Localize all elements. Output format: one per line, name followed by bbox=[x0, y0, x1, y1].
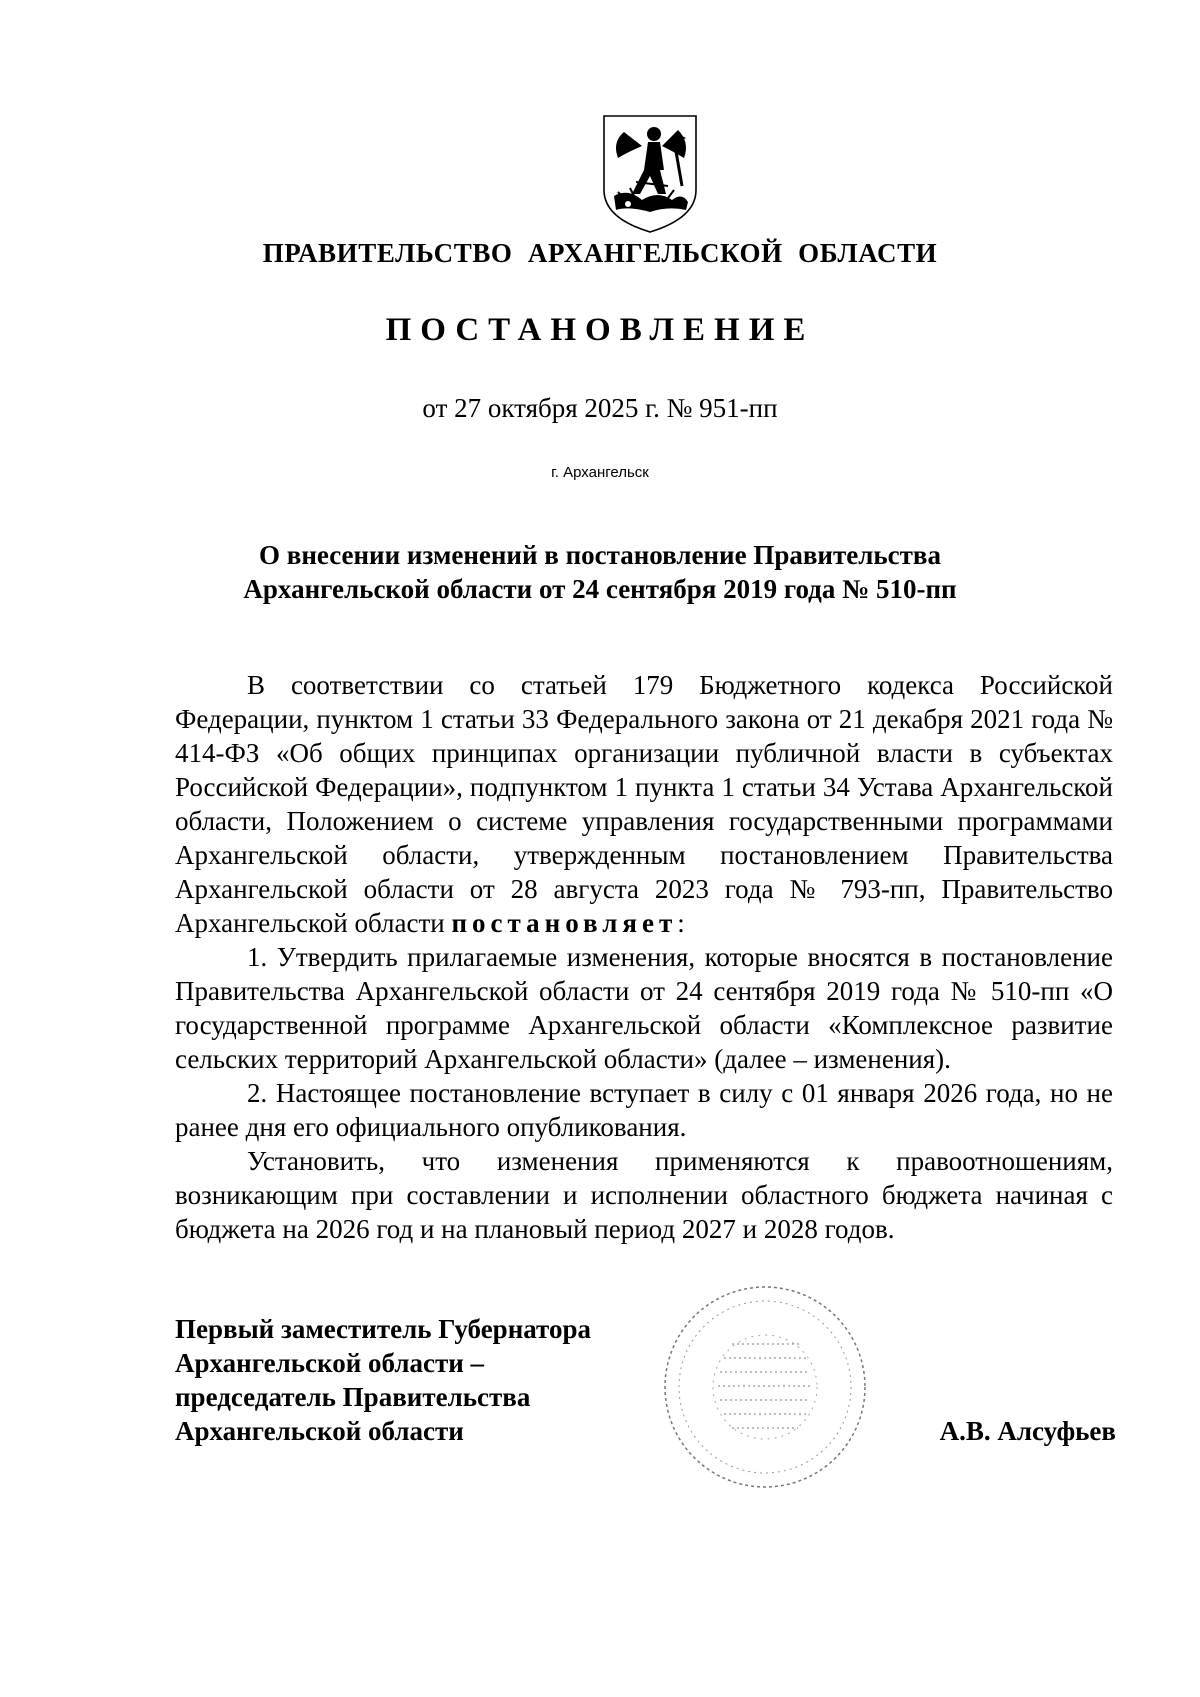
resolves-word: постановляет bbox=[451, 908, 678, 938]
signer-position bbox=[175, 1312, 655, 1448]
document-subject bbox=[150, 538, 1050, 606]
signer-name: А.В. Алсуфьев bbox=[939, 1416, 1116, 1446]
document-date-number: от 27 октября 2025 г. № 951-пп bbox=[422, 393, 778, 423]
subject-line-2: Архангельской области от 24 сентября 2019 года № 510-пп bbox=[243, 574, 957, 604]
signer-position-line-2: Архангельской области – bbox=[175, 1348, 485, 1378]
signer-position-line-1: Первый заместитель Губернатора bbox=[175, 1314, 591, 1344]
subject-line-1: О внесении изменений в постановление Правительства bbox=[259, 540, 941, 570]
item-1-paragraph: 1. Утвердить прилагаемые изменения, которые вносятся в постановление Правительства Архангельской области от 24 сентября 2019 года № 510-пп «О государственной программе Архангельской области «Комплексное развитие сельских территорий Архангельской области» (далее – изменения). bbox=[175, 942, 1113, 1074]
document-body bbox=[175, 668, 1113, 1246]
document-type: ПОСТАНОВЛЕНИЕ bbox=[385, 312, 815, 348]
preamble-paragraph bbox=[175, 668, 1113, 940]
signer-position-line-4: Архангельской области bbox=[175, 1416, 464, 1446]
document-city: г. Архангельск bbox=[551, 464, 649, 481]
government-title: ПРАВИТЕЛЬСТВО АРХАНГЕЛЬСКОЙ ОБЛАСТИ bbox=[262, 238, 938, 268]
item-2-paragraph: 2. Настоящее постановление вступает в силу с 01 января 2026 года, но не ранее дня его официального опубликования. bbox=[175, 1078, 1113, 1142]
resolves-colon: : bbox=[677, 908, 685, 938]
signer-position-line-3: председатель Правительства bbox=[175, 1382, 531, 1412]
preamble-text: В соответствии со статьей 179 Бюджетного кодекса Российской Федерации, пунктом 1 статьи 33 Федерального закона от 21 декабря 2021 года № 414-ФЗ «Об общих принципах организации публичной власти в субъектах Российской Федерации», подпунктом 1 пункта 1 статьи 34 Устава Архангельской области, Положением о системе управления государственными программами Архангельской области, утвержденным постановлением Правительства Архангельской области от 28 августа 2023 года № 793-пп, Правительство Архангельской области bbox=[175, 670, 1113, 938]
coat-of-arms-icon bbox=[598, 112, 702, 234]
official-seal-icon bbox=[660, 1282, 870, 1492]
item-3-paragraph: Установить, что изменения применяются к правоотношениям, возникающим при составлении и исполнении областного бюджета начиная с бюджета на 2026 год и на плановый период 2027 и 2028 годов. bbox=[175, 1146, 1113, 1244]
